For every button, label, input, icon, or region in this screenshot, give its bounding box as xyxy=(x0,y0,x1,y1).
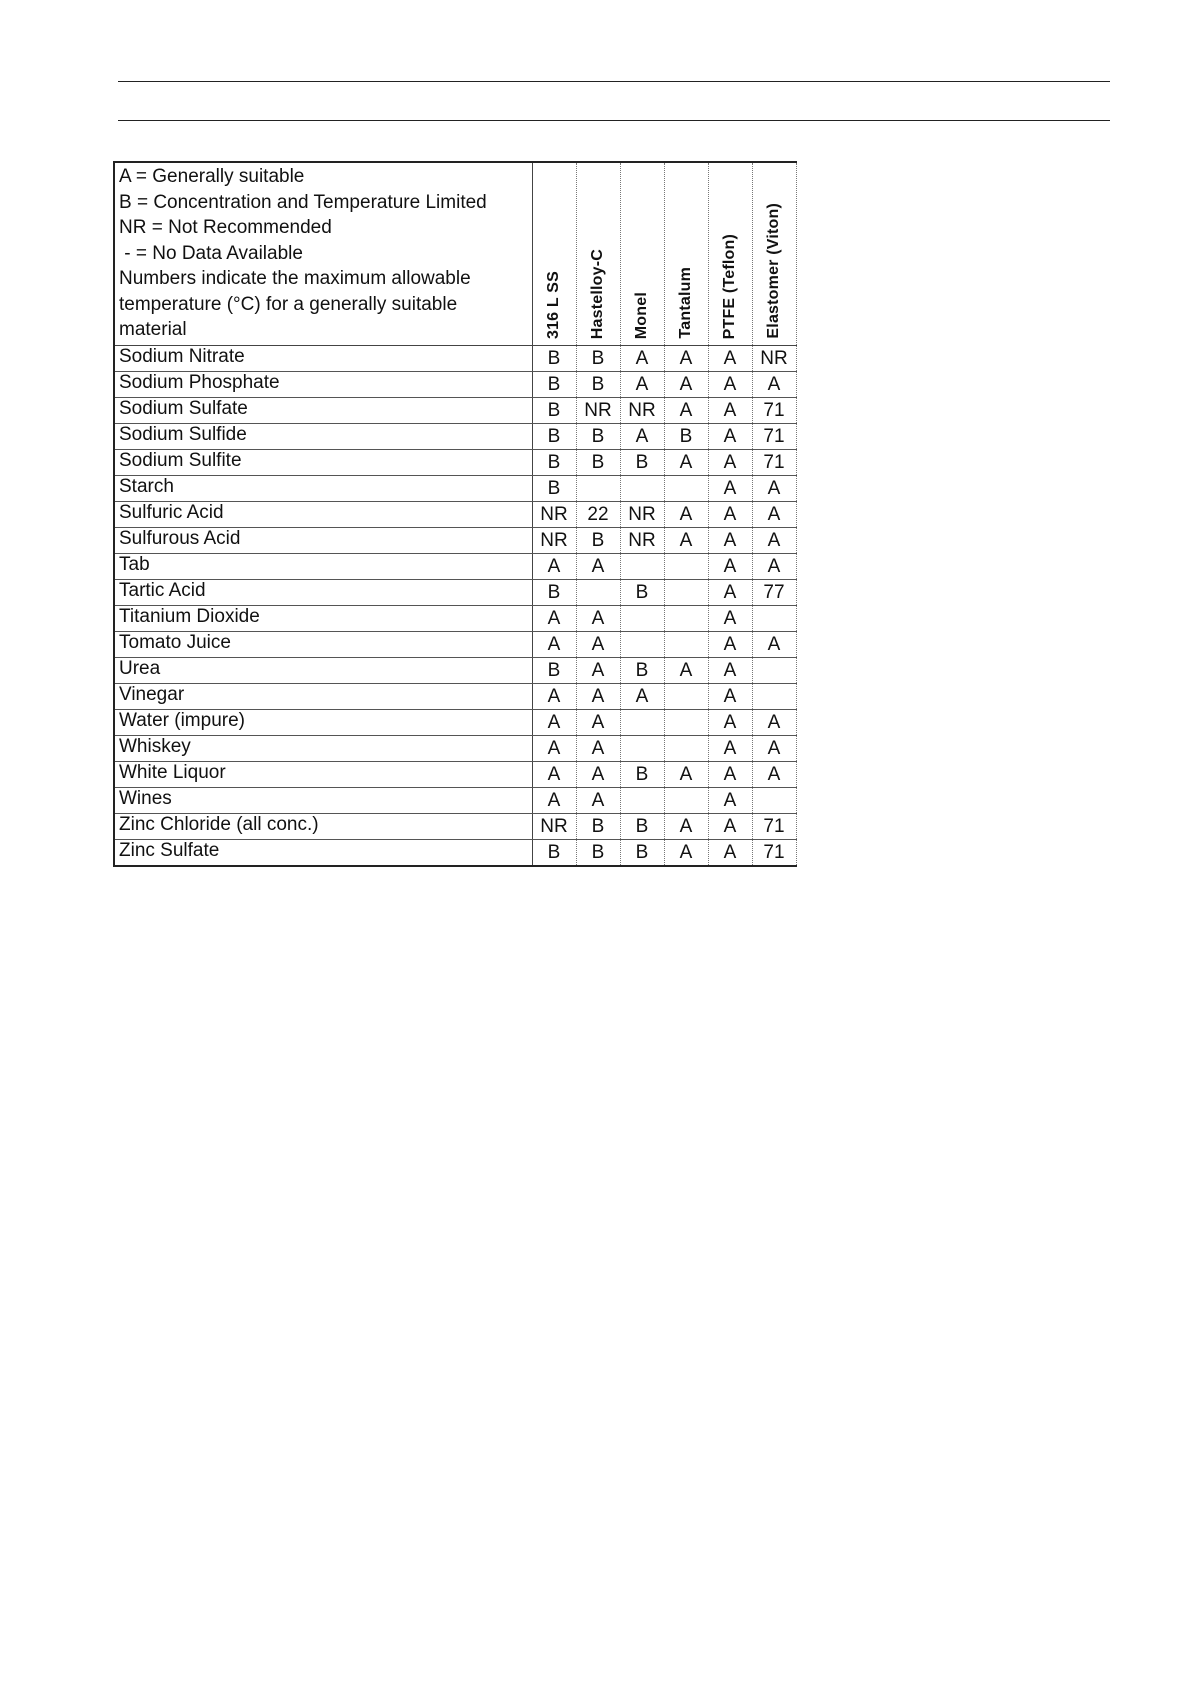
chemical-name: Tab xyxy=(114,554,532,580)
rating-cell: A xyxy=(576,710,620,736)
rating-cell: B xyxy=(576,346,620,372)
rating-cell: B xyxy=(576,450,620,476)
rating-cell: B xyxy=(576,814,620,840)
rating-cell xyxy=(664,476,708,502)
rating-cell: A xyxy=(708,346,752,372)
rating-cell: A xyxy=(708,450,752,476)
rating-cell: A xyxy=(620,424,664,450)
chemical-name: Zinc Chloride (all conc.) xyxy=(114,814,532,840)
table-row xyxy=(114,814,796,840)
column-header-label: Elastomer (Viton) xyxy=(765,203,782,339)
table-row xyxy=(114,580,796,606)
rating-cell xyxy=(620,632,664,658)
chemical-name: Sodium Phosphate xyxy=(114,372,532,398)
rating-cell: NR xyxy=(532,814,576,840)
rating-cell: A xyxy=(752,710,796,736)
column-header-ptfe xyxy=(708,162,752,346)
table-row xyxy=(114,554,796,580)
rating-cell: A xyxy=(576,788,620,814)
rating-cell: A xyxy=(708,788,752,814)
rating-cell: A xyxy=(532,710,576,736)
column-header-tantalum xyxy=(664,162,708,346)
rating-cell: A xyxy=(532,554,576,580)
rating-cell: B xyxy=(532,476,576,502)
chemical-name: Sodium Sulfite xyxy=(114,450,532,476)
rating-cell: A xyxy=(708,476,752,502)
column-header-elastomer xyxy=(752,162,796,346)
rating-cell: A xyxy=(620,372,664,398)
rating-cell: B xyxy=(620,450,664,476)
rating-cell: NR xyxy=(620,398,664,424)
rating-cell xyxy=(752,684,796,710)
table-body xyxy=(114,346,796,867)
rating-cell: A xyxy=(708,580,752,606)
rating-cell: 77 xyxy=(752,580,796,606)
rating-cell: A xyxy=(708,502,752,528)
rating-cell: A xyxy=(664,372,708,398)
rating-cell: A xyxy=(708,710,752,736)
rating-cell: B xyxy=(532,840,576,867)
table-row xyxy=(114,762,796,788)
rating-cell: A xyxy=(708,372,752,398)
rating-cell: A xyxy=(752,372,796,398)
column-header-label: PTFE (Teflon) xyxy=(721,233,738,339)
chemical-name: White Liquor xyxy=(114,762,532,788)
legend-line: A = Generally suitable xyxy=(119,166,305,187)
rating-cell: B xyxy=(532,424,576,450)
chemical-name: Starch xyxy=(114,476,532,502)
rating-cell: A xyxy=(664,840,708,867)
rating-cell: A xyxy=(532,736,576,762)
rating-cell: A xyxy=(664,450,708,476)
column-header-label: Tantalum xyxy=(677,267,694,339)
table-row xyxy=(114,710,796,736)
rating-cell: A xyxy=(664,658,708,684)
rating-cell: B xyxy=(620,580,664,606)
rating-cell: A xyxy=(708,736,752,762)
table-row xyxy=(114,372,796,398)
rating-cell: A xyxy=(708,658,752,684)
table-row xyxy=(114,502,796,528)
rating-cell: A xyxy=(664,528,708,554)
rating-cell: 22 xyxy=(576,502,620,528)
chemical-name: Vinegar xyxy=(114,684,532,710)
rating-cell xyxy=(620,476,664,502)
rating-cell xyxy=(664,632,708,658)
table-row xyxy=(114,684,796,710)
rating-cell: A xyxy=(752,632,796,658)
rating-cell: B xyxy=(532,398,576,424)
rating-cell: B xyxy=(576,528,620,554)
chemical-name: Sodium Sulfate xyxy=(114,398,532,424)
rating-cell: A xyxy=(664,346,708,372)
rating-cell: A xyxy=(576,658,620,684)
legend-line: temperature (°C) for a generally suitable xyxy=(119,293,458,315)
rating-cell: A xyxy=(576,632,620,658)
rating-cell xyxy=(664,736,708,762)
rating-cell xyxy=(620,606,664,632)
table-row xyxy=(114,346,796,372)
rating-cell: A xyxy=(532,762,576,788)
rating-cell: A xyxy=(752,736,796,762)
rating-cell: B xyxy=(576,840,620,867)
rating-cell: A xyxy=(752,476,796,502)
rating-cell: A xyxy=(576,762,620,788)
rating-cell xyxy=(576,476,620,502)
table-header-row xyxy=(114,162,796,346)
rating-cell: B xyxy=(664,424,708,450)
chemical-compatibility-table xyxy=(113,161,797,867)
legend-line: material xyxy=(119,319,187,340)
legend-line: - = No Data Available xyxy=(119,242,303,264)
rating-cell: B xyxy=(620,658,664,684)
chemical-name: Whiskey xyxy=(114,736,532,762)
rating-cell: A xyxy=(752,554,796,580)
chemical-name: Tomato Juice xyxy=(114,632,532,658)
rating-cell: NR xyxy=(532,502,576,528)
chemical-name: Water (impure) xyxy=(114,710,532,736)
legend-cell xyxy=(114,162,532,346)
rating-cell: 71 xyxy=(752,450,796,476)
rating-cell: A xyxy=(708,762,752,788)
table-row xyxy=(114,424,796,450)
chemical-name: Sodium Nitrate xyxy=(114,346,532,372)
rating-cell: B xyxy=(532,346,576,372)
rating-cell: A xyxy=(708,840,752,867)
rating-cell: A xyxy=(752,762,796,788)
header-rule-top xyxy=(118,81,1110,82)
rating-cell xyxy=(752,788,796,814)
rating-cell: NR xyxy=(620,502,664,528)
rating-cell: B xyxy=(532,658,576,684)
rating-cell: B xyxy=(620,840,664,867)
rating-cell: A xyxy=(708,606,752,632)
rating-cell: A xyxy=(620,346,664,372)
header-rule-second xyxy=(118,120,1110,121)
rating-cell xyxy=(664,554,708,580)
rating-cell: A xyxy=(532,632,576,658)
chemical-name: Tartic Acid xyxy=(114,580,532,606)
rating-cell: B xyxy=(576,372,620,398)
chemical-name: Sulfuric Acid xyxy=(114,502,532,528)
rating-cell xyxy=(620,788,664,814)
rating-cell xyxy=(664,580,708,606)
rating-cell xyxy=(576,580,620,606)
rating-cell: A xyxy=(576,684,620,710)
chemical-name: Sulfurous Acid xyxy=(114,528,532,554)
rating-cell: A xyxy=(708,632,752,658)
rating-cell: 71 xyxy=(752,398,796,424)
rating-cell xyxy=(620,554,664,580)
rating-cell: A xyxy=(620,684,664,710)
table-row xyxy=(114,476,796,502)
rating-cell: A xyxy=(752,502,796,528)
rating-cell: A xyxy=(708,424,752,450)
legend-line: NR = Not Recommended xyxy=(119,217,332,238)
rating-cell: A xyxy=(664,814,708,840)
rating-cell xyxy=(664,710,708,736)
rating-cell: A xyxy=(708,684,752,710)
table-row xyxy=(114,528,796,554)
rating-cell: A xyxy=(664,762,708,788)
rating-cell: A xyxy=(708,814,752,840)
rating-cell: B xyxy=(532,580,576,606)
rating-cell: NR xyxy=(576,398,620,424)
rating-cell: A xyxy=(752,528,796,554)
chemical-name: Urea xyxy=(114,658,532,684)
rating-cell: NR xyxy=(620,528,664,554)
rating-cell xyxy=(752,658,796,684)
rating-cell: A xyxy=(532,606,576,632)
rating-cell: A xyxy=(708,528,752,554)
legend-line: B = Concentration and Temperature Limited xyxy=(119,191,487,213)
column-header-label: Monel xyxy=(633,291,650,339)
table-row xyxy=(114,788,796,814)
column-header-316l-ss xyxy=(532,162,576,346)
rating-cell: A xyxy=(708,554,752,580)
rating-cell: 71 xyxy=(752,814,796,840)
column-header-label: 316 L SS xyxy=(545,270,562,339)
rating-cell xyxy=(664,606,708,632)
rating-cell: NR xyxy=(532,528,576,554)
table-row xyxy=(114,736,796,762)
rating-cell xyxy=(752,606,796,632)
rating-cell: B xyxy=(532,372,576,398)
chemical-name: Titanium Dioxide xyxy=(114,606,532,632)
rating-cell: A xyxy=(576,736,620,762)
legend-line: Numbers indicate the maximum allowable xyxy=(119,268,471,289)
rating-cell: NR xyxy=(752,346,796,372)
rating-cell: B xyxy=(620,762,664,788)
rating-cell: A xyxy=(576,606,620,632)
rating-cell xyxy=(664,684,708,710)
rating-cell: B xyxy=(576,424,620,450)
rating-cell: 71 xyxy=(752,424,796,450)
chemical-name: Zinc Sulfate xyxy=(114,840,532,867)
rating-cell: A xyxy=(576,554,620,580)
rating-cell: A xyxy=(664,502,708,528)
rating-cell: A xyxy=(664,398,708,424)
column-header-label: Hastelloy-C xyxy=(589,248,606,339)
column-header-hastelloy-c xyxy=(576,162,620,346)
rating-cell: 71 xyxy=(752,840,796,867)
table-row xyxy=(114,606,796,632)
chemical-name: Wines xyxy=(114,788,532,814)
column-header-monel xyxy=(620,162,664,346)
table-row xyxy=(114,658,796,684)
rating-cell: B xyxy=(620,814,664,840)
rating-cell xyxy=(664,788,708,814)
rating-cell: A xyxy=(708,398,752,424)
table-row xyxy=(114,398,796,424)
rating-cell xyxy=(620,710,664,736)
table-row xyxy=(114,632,796,658)
rating-cell xyxy=(620,736,664,762)
rating-cell: A xyxy=(532,684,576,710)
rating-cell: B xyxy=(532,450,576,476)
rating-cell: A xyxy=(532,788,576,814)
table-row xyxy=(114,450,796,476)
table-row xyxy=(114,840,796,867)
chemical-name: Sodium Sulfide xyxy=(114,424,532,450)
